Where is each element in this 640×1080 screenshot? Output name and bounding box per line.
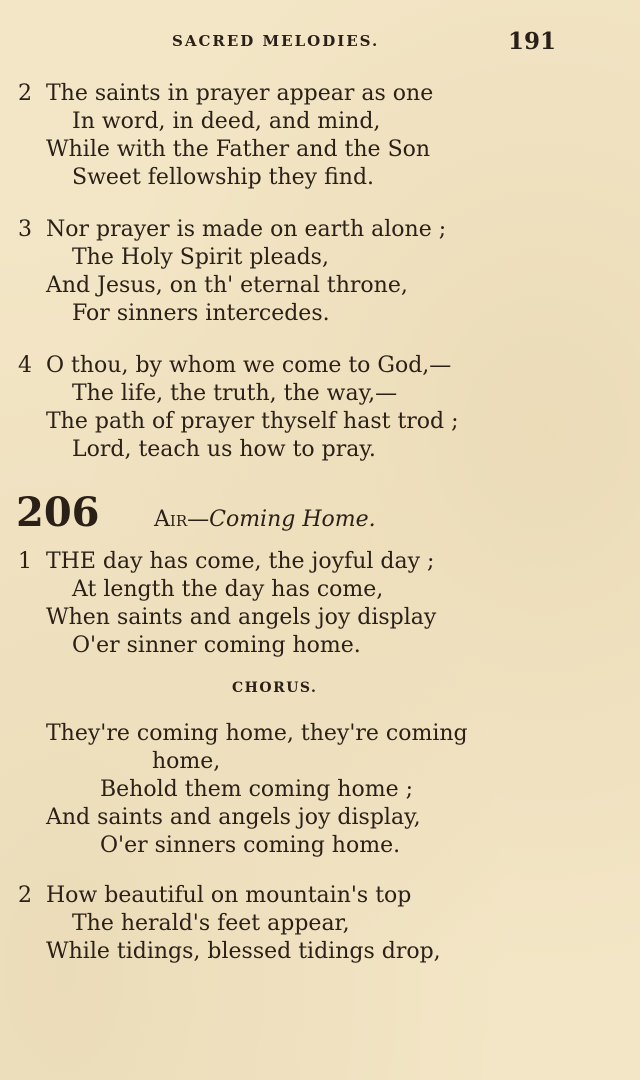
chorus-line: O'er sinners coming home. (100, 833, 401, 858)
chorus-line: home, (152, 749, 221, 774)
chorus-line: Behold them coming home ; (100, 777, 414, 802)
verse-line: While tidings, blessed tidings drop, (46, 939, 441, 964)
verse-line: At length the day has come, (72, 577, 384, 602)
verse-line: O'er sinner coming home. (72, 633, 361, 658)
air-label: Air— (154, 507, 210, 532)
verse-line: When saints and angels joy display (46, 605, 437, 630)
verse-line: In word, in deed, and mind, (72, 109, 381, 134)
verse-line: The life, the truth, the way,— (72, 381, 398, 406)
verse-line: Lord, teach us how to pray. (72, 437, 376, 462)
verse-line: The Holy Spirit pleads, (72, 245, 329, 270)
verse-line: Sweet fellowship they find. (72, 165, 375, 190)
verse-line: How beautiful on mountain's top (46, 883, 412, 908)
verse-line: For sinners intercedes. (72, 301, 330, 326)
verse-line: The herald's feet appear, (72, 911, 350, 936)
page-number: 191 (508, 28, 557, 55)
verse-line: While with the Father and the Son (46, 137, 431, 162)
verse-line: The saints in prayer appear as one (46, 81, 434, 106)
chorus-line: They're coming home, they're coming (46, 721, 468, 746)
verse-line: And Jesus, on th' eternal throne, (46, 273, 408, 298)
verse-number: 3 (18, 217, 32, 242)
running-title: SACRED MELODIES. (172, 32, 380, 50)
running-header (0, 30, 640, 54)
verse-line: The path of prayer thyself hast trod ; (46, 409, 459, 434)
hymn-number: 206 (16, 489, 100, 536)
verse-number: 2 (18, 81, 32, 106)
verse-line: Nor prayer is made on earth alone ; (46, 217, 447, 242)
verse-number: 4 (18, 353, 32, 378)
verse-number: 2 (18, 883, 32, 908)
verse-line: O thou, by whom we come to God,— (46, 353, 452, 378)
chorus-label: CHORUS. (232, 680, 318, 696)
tune-line (154, 506, 376, 534)
verse-number: 1 (18, 549, 32, 574)
verse-line: THE day has come, the joyful day ; (46, 549, 435, 574)
tune-name: Coming Home. (209, 507, 376, 532)
chorus-line: And saints and angels joy display, (46, 805, 421, 830)
